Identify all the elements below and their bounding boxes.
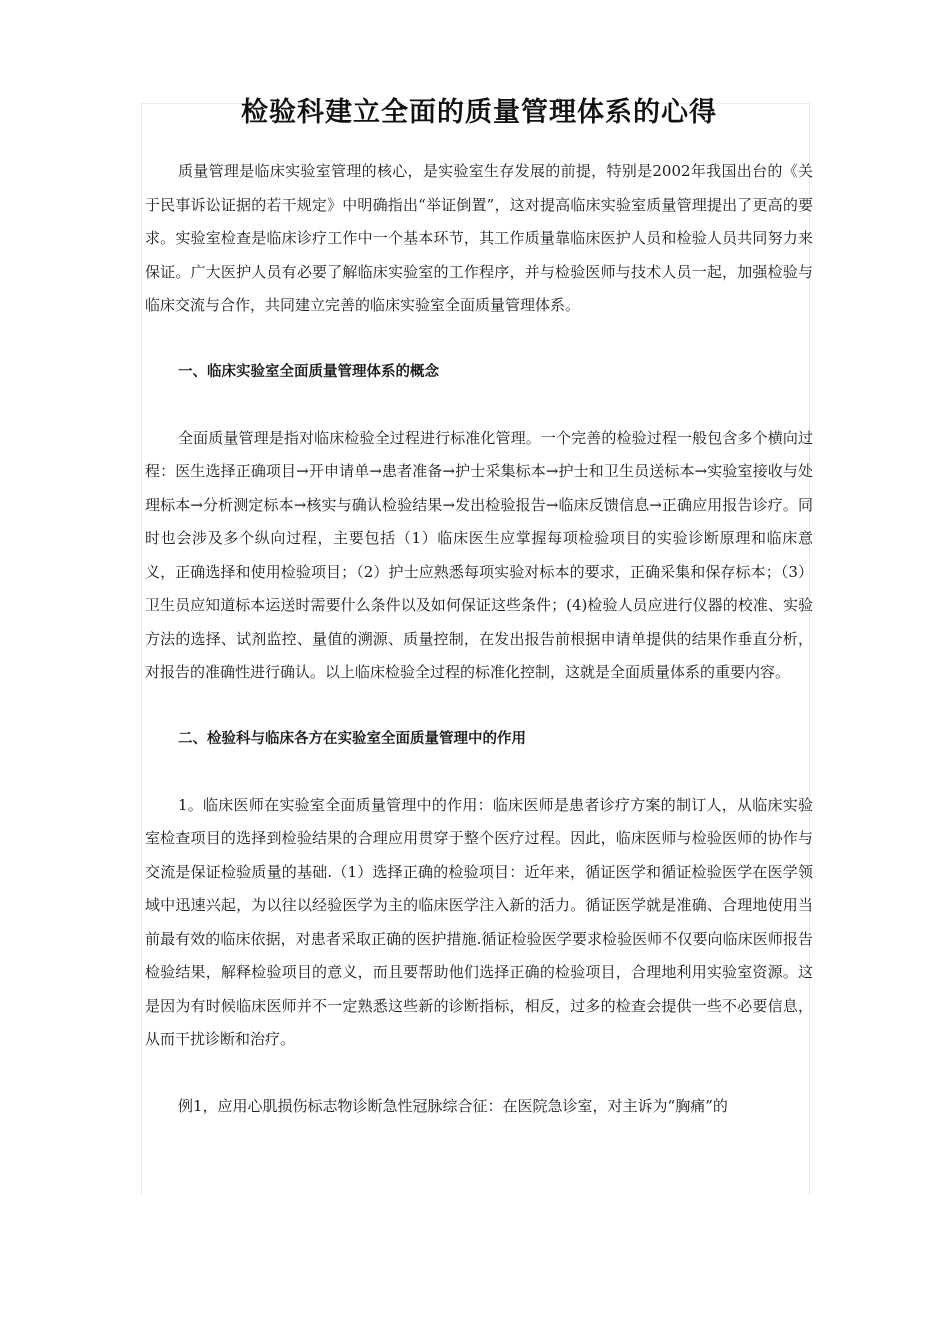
intro-paragraph: 质量管理是临床实验室管理的核心，是实验室生存发展的前提，特别是2002年我国出台的《关于民事诉讼证据的若干规定》中明确指出“举证倒置”，这对提高临床实验室质量管理提出了更高的要求。实验室检查是临床诊疗工作中一个基本环节，其工作质量靠临床医护人员和检验人员共同努力来保证。广大医护人员有必要了解临床实验室的工作程序，并与检验医师与技术人员一起，加强检验与临床交流与合作，共同建立完善的临床实验室全面质量管理体系。 [145, 162, 813, 314]
example-1-paragraph: 例1，应用心肌损伤标志物诊断急性冠脉综合征：在医院急诊室，对主诉为“胸痛”的 [178, 1096, 728, 1115]
section-1-paragraph: 全面质量管理是指对临床检验全过程进行标准化管理。一个完善的检验过程一般包含多个横向过程：医生选择正确项目→开申请单→患者准备→护士采集标本→护士和卫生员送标本→实验室接收与处理标本→分析测定标本→核实与确认检验结果→发出检验报告→临床反馈信息→正确应用报告诊疗。同时也会涉及多个纵向过程，主要包括（1）临床医生应掌握每项检验项目的实验诊断原理和临床意义，正确选择和使用检验项目；（2）护士应熟悉每项实验对标本的要求，正确采集和保存标本；（3）卫生员应知道标本运送时需要什么条件以及如何保证这些条件；(4)检验人员应进行仪器的校准、实验方法的选择、试剂监控、量值的溯源、质量控制，在发出报告前根据申请单提供的结果作垂直分析，对报告的准确性进行确认。以上临床检验全过程的标准化控制，这就是全面质量体系的重要内容。 [145, 428, 813, 681]
section-2-heading: 二、检验科与临床各方在实验室全面质量管理中的作用 [178, 730, 526, 747]
spacer [145, 690, 813, 723]
document-body [145, 93, 813, 1123]
spacer [145, 1057, 813, 1090]
spacer [145, 323, 813, 356]
spacer [145, 389, 813, 422]
spacer [145, 756, 813, 789]
section-2-paragraph: 1。临床医师在实验室全面质量管理中的作用：临床医师是患者诊疗方案的制订人，从临床实验室检查项目的选择到检验结果的合理应用贯穿于整个医疗过程。因此，临床医师与检验医师的协作与交流是保证检验质量的基础.（1）选择正确的检验项目：近年来，循证医学和循证检验医学在医学领域中迅速兴起，为以往以经验医学为主的临床医学注入新的活力。循证医学就是准确、合理地使用当前最有效的临床依据，对患者采取正确的医护措施.循证检验医学要求检验医师不仅要向临床医师报告检验结果，解释检验项目的意义，而且要帮助他们选择正确的检验项目，合理地利用实验室资源。这是因为有时候临床医师并不一定熟悉这些新的诊断指标，相反，过多的检查会提供一些不必要信息，从而干扰诊断和治疗。 [145, 795, 813, 1048]
document-title: 检验科建立全面的质量管理体系的心得 [241, 97, 717, 128]
section-1-heading: 一、临床实验室全面质量管理体系的概念 [178, 363, 439, 380]
